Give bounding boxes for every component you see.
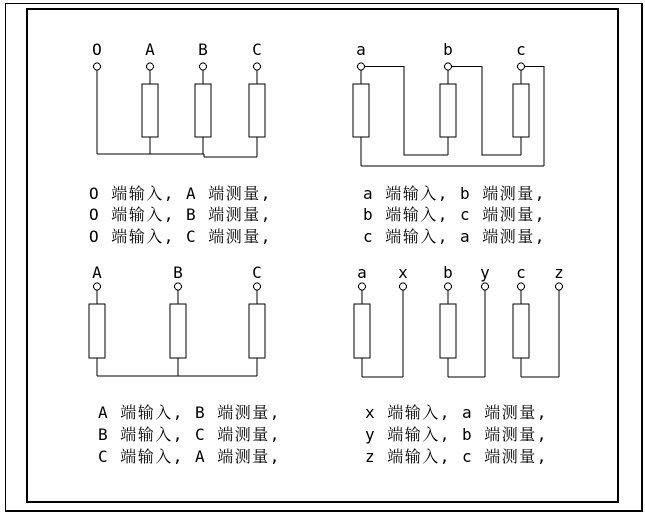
terminal-circle	[482, 283, 489, 290]
caption-line: b 端输入, c 端测量,	[363, 205, 546, 224]
terminal-label-c: c	[516, 40, 526, 59]
terminal-label-a2: a	[357, 263, 367, 282]
terminal-circle	[200, 63, 207, 70]
winding-resistor	[142, 84, 158, 137]
caption-line: y 端输入, b 端测量,	[365, 425, 548, 444]
diagram-star	[89, 283, 265, 376]
caption-line: A 端输入, B 端测量,	[98, 403, 281, 422]
terminal-circle	[175, 283, 182, 290]
winding-resistor	[249, 304, 265, 358]
terminal-circle	[556, 283, 563, 290]
terminal-circle	[400, 283, 407, 290]
caption-line: c 端输入, a 端测量,	[363, 227, 546, 246]
terminal-label-C2: C	[252, 263, 262, 282]
terminal-label-B2: B	[173, 263, 183, 282]
terminal-circle	[94, 283, 101, 290]
caption-line: a 端输入, b 端测量,	[363, 184, 546, 203]
caption-line: C 端输入, A 端测量,	[98, 447, 281, 466]
terminal-circle	[445, 283, 452, 290]
terminal-circle	[94, 63, 101, 70]
terminal-label-a: a	[356, 40, 366, 59]
terminal-circle	[254, 283, 261, 290]
caption-line: O 端输入, C 端测量,	[89, 227, 272, 246]
winding-resistor	[249, 84, 265, 137]
terminal-label-z: z	[554, 263, 564, 282]
terminal-circle	[518, 283, 525, 290]
wires	[97, 70, 257, 157]
diagram-star-with-neutral	[94, 63, 266, 157]
terminal-label-B: B	[198, 40, 208, 59]
caption-line: O 端输入, A 端测量,	[89, 184, 272, 203]
terminal-circle	[358, 63, 365, 70]
winding-resistor	[170, 304, 186, 358]
diagram-independent-windings	[354, 283, 563, 377]
terminal-label-x: x	[398, 263, 408, 282]
terminal-circle	[147, 63, 154, 70]
caption-line: z 端输入, c 端测量,	[365, 447, 548, 466]
terminal-label-b: b	[443, 40, 453, 59]
winding-resistor	[513, 84, 529, 137]
terminal-circle	[445, 63, 452, 70]
terminal-circle	[359, 283, 366, 290]
terminal-label-y: y	[480, 263, 490, 282]
caption-line: B 端输入, C 端测量,	[98, 425, 281, 444]
winding-resistor	[353, 84, 369, 137]
terminal-label-C: C	[252, 40, 262, 59]
wires	[361, 67, 544, 167]
winding-resistor	[89, 304, 105, 358]
caption-line: x 端输入, a 端测量,	[365, 403, 548, 422]
terminal-circle	[518, 63, 525, 70]
winding-resistor	[440, 304, 456, 358]
terminal-label-c2: c	[516, 263, 526, 282]
wires	[97, 290, 257, 376]
caption-line: O 端输入, B 端测量,	[89, 205, 272, 224]
winding-resistor	[195, 84, 211, 137]
winding-resistor	[440, 84, 456, 137]
terminal-label-A2: A	[92, 263, 102, 282]
terminal-circle	[254, 63, 261, 70]
winding-resistor	[513, 304, 529, 358]
terminal-label-A: A	[145, 40, 155, 59]
terminal-label-O: O	[92, 40, 102, 59]
winding-resistor	[354, 304, 370, 358]
terminal-label-b2: b	[443, 263, 453, 282]
diagram-delta	[353, 63, 544, 166]
